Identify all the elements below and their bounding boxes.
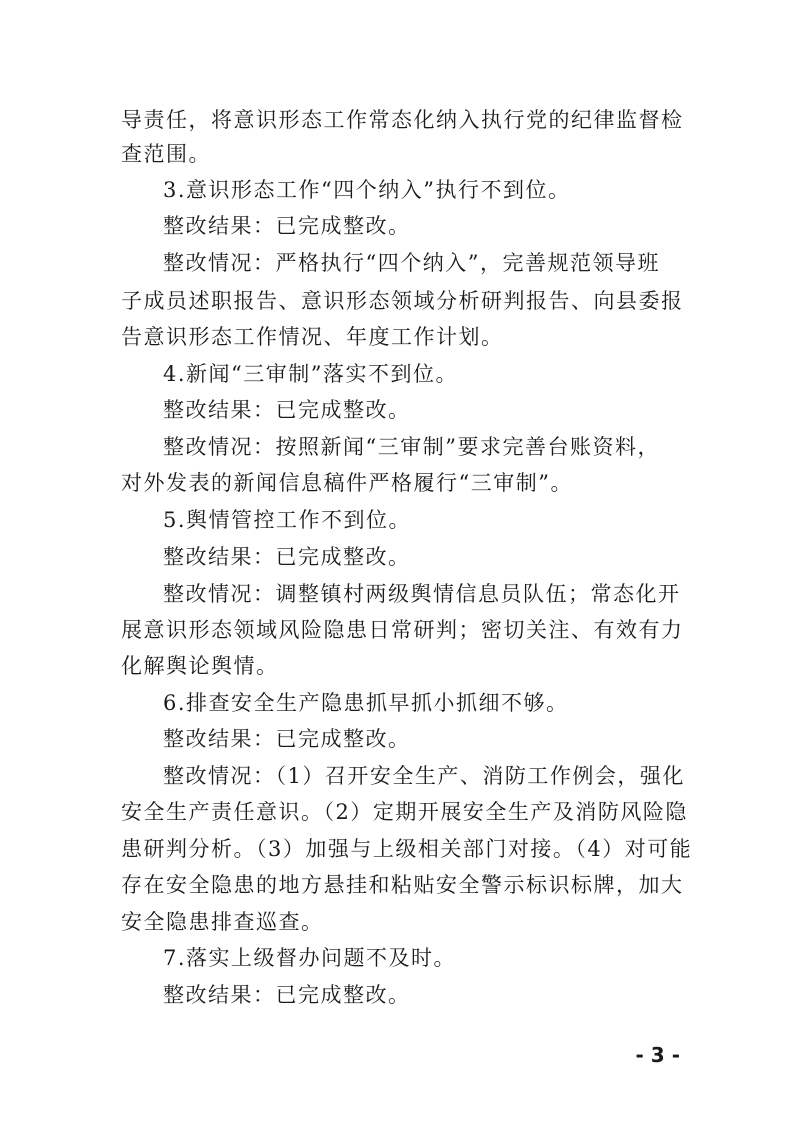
text-line: 告意识形态工作情况、年度工作计划。	[121, 325, 504, 349]
text-line: 整改结果：已完成整改。	[163, 727, 411, 751]
text-line: 查范围。	[121, 142, 211, 166]
section-heading: 4.新闻“三审制”落实不到位。	[163, 362, 459, 386]
text-line: 对外发表的新闻信息稿件严格履行“三审制”。	[121, 471, 573, 495]
text-line: 整改情况：按照新闻“三审制”要求完善台账资料，	[163, 435, 660, 459]
text-line: 安全生产责任意识。（2）定期开展安全生产及消防风险隐	[121, 800, 688, 824]
text-line: 整改结果：已完成整改。	[163, 398, 411, 422]
section-heading: 3.意识形态工作“四个纳入”执行不到位。	[163, 178, 571, 202]
text-line: 整改情况：调整镇村两级舆情信息员队伍；常态化开	[163, 582, 681, 606]
page-number: - 3 -	[635, 1043, 680, 1067]
text-line: 展意识形态领域风险隐患日常研判；密切关注、有效有力	[121, 618, 684, 642]
text-line: 整改结果：已完成整改。	[163, 545, 411, 569]
text-line: 整改结果：已完成整改。	[163, 983, 411, 1007]
text-line: 存在安全隐患的地方悬挂和粘贴安全警示标识标牌，加大	[121, 873, 684, 897]
text-line: 导责任，将意识形态工作常态化纳入执行党的纪律监督检	[121, 108, 684, 132]
text-line: 整改情况：严格执行“四个纳入”，完善规范领导班	[163, 251, 660, 275]
text-line: 患研判分析。（3）加强与上级相关部门对接。（4）对可能	[121, 837, 693, 861]
text-line: 化解舆论舆情。	[121, 654, 279, 678]
text-line: 整改情况：（1）召开安全生产、消防工作例会，强化	[163, 764, 685, 788]
text-line: 子成员述职报告、意识形态领域分析研判报告、向县委报	[121, 289, 684, 313]
section-heading: 6.排查安全生产隐患抓早抓小抓细不够。	[163, 691, 569, 715]
text-line: 安全隐患排查巡查。	[121, 910, 324, 934]
text-line: 整改结果：已完成整改。	[163, 214, 411, 238]
section-heading: 5.舆情管控工作不到位。	[163, 508, 412, 532]
section-heading: 7.落实上级督办问题不及时。	[163, 946, 457, 970]
